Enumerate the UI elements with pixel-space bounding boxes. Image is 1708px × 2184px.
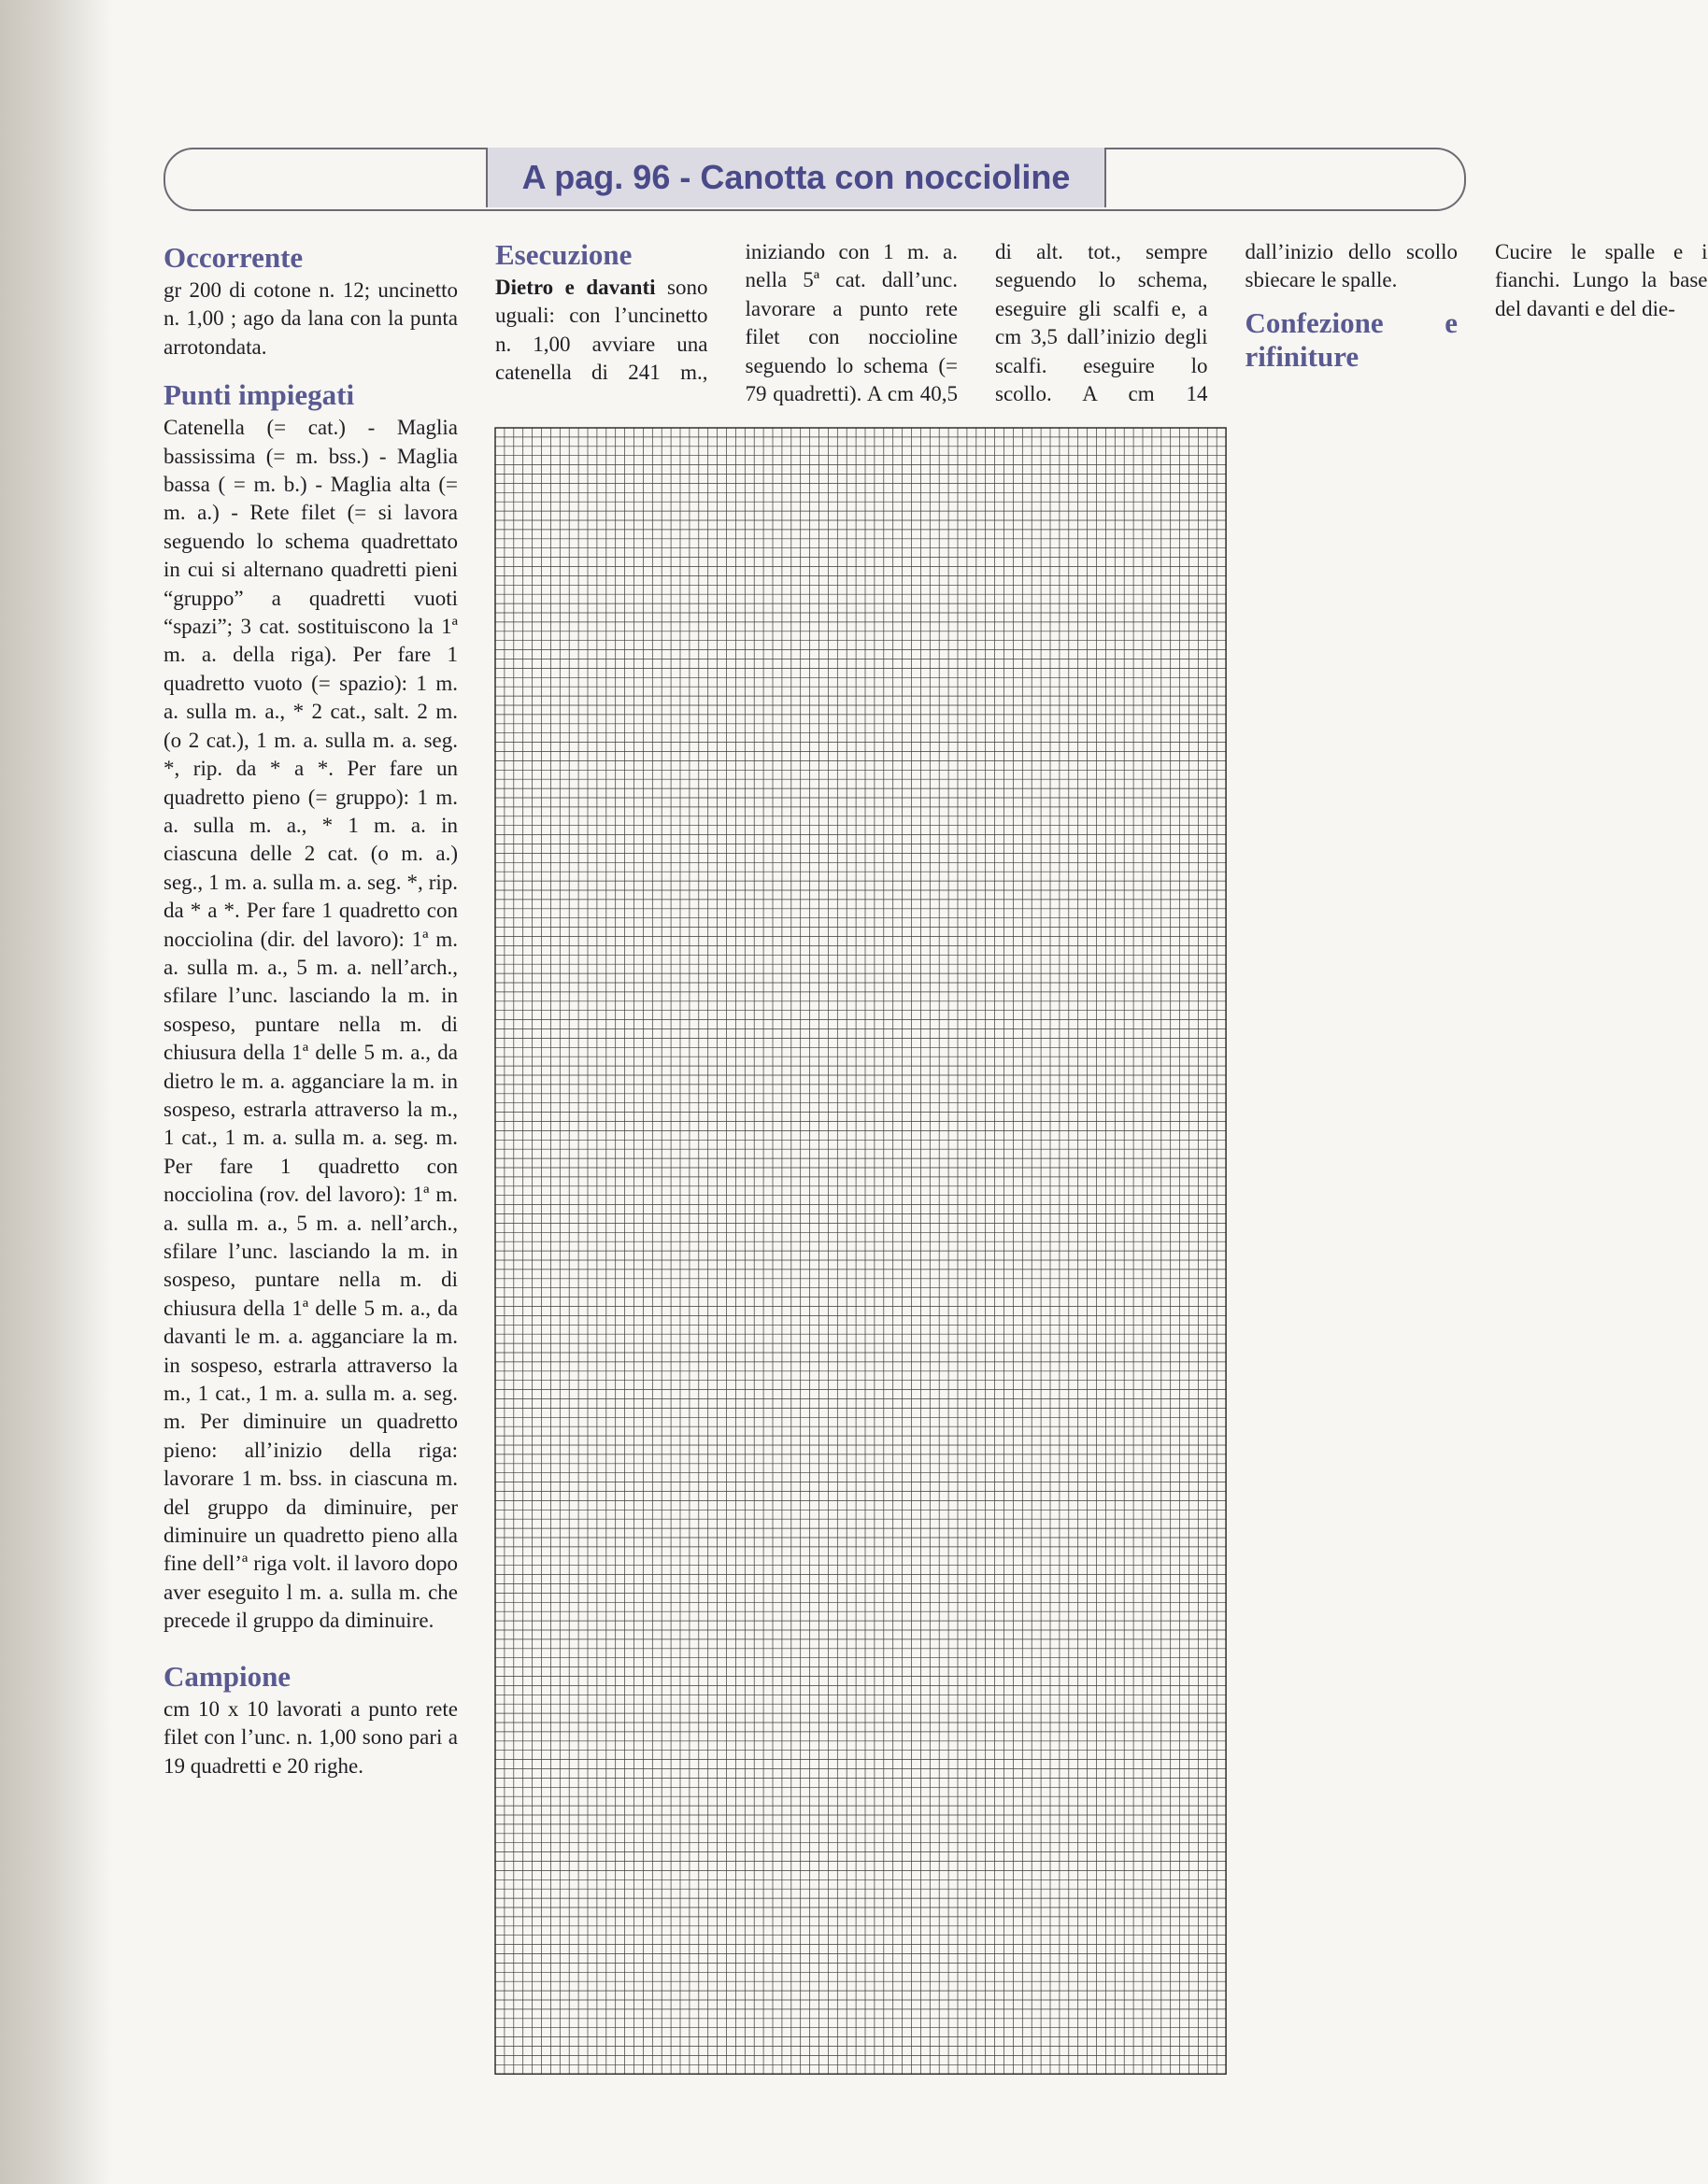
page-gutter-shadow bbox=[0, 0, 112, 2184]
dietro-davanti-label: Dietro e davanti bbox=[495, 276, 656, 299]
occorrente-heading: Occorrente bbox=[164, 241, 304, 274]
filet-chart-svg bbox=[495, 428, 1588, 2091]
left-column bbox=[164, 241, 458, 1780]
confezione-heading: Confezione e rifiniture bbox=[1245, 305, 1458, 373]
page-title: A pag. 96 - Canotta con noccioline bbox=[521, 158, 1071, 196]
title-box bbox=[486, 148, 1106, 207]
campione-text: cm 10 x 10 lavorati a punto rete filet con l’unc. n. 1,00 sono pari a 19 quadretti e 20 righe. bbox=[164, 1696, 458, 1778]
occorrente-text: gr 200 di cotone n. 12; uncinetto n. 1,00 ; ago da lana con la punta arrotondata. bbox=[164, 278, 458, 359]
campione-heading: Campione bbox=[164, 1659, 292, 1693]
filet-chart bbox=[495, 428, 1588, 2091]
confezione-text: Cucire le spalle e i fianchi. Lungo la base del davanti e del die- bbox=[1495, 240, 1708, 320]
grid-path bbox=[495, 428, 1226, 2074]
esecuzione-text: sono uguali: con l’uncinetto n. 1,00 avviare una catenella di 241 m., iniziando con 1 m. a. nella 5ª cat. dall’unc. lavorare a punto rete filet con noccioline seguendo lo schema (= 79 quadretti). A cm 40,5 di alt. tot., sempre seguendo lo schema, eseguire gli scalfi e, a cm 3,5 dall’inizio degli scalfi. eseguire lo scollo. A cm 14 dall’inizio dello scollo sbiecare le spalle. bbox=[495, 240, 1458, 406]
grid-lines bbox=[495, 428, 1226, 2074]
esecuzione-heading: Esecuzione bbox=[495, 238, 633, 271]
punti-heading: Punti impiegati bbox=[164, 378, 355, 412]
execution-text bbox=[495, 238, 1708, 416]
punti-text: Catenella (= cat.) - Maglia bassissima (= m. bss.) - Maglia bassa ( = m. b.) - Maglia alta (= m. a.) - Rete filet (= si lavora seguendo lo schema quadrettato in cui si alternano quadretti pieni “gruppo” a quadretti vuoti “spazi”; 3 cat. sostituiscono la 1ª m. a. della riga). Per fare 1 quadretto vuoto (= spazio): 1 m. a. sulla m. a., * 2 cat., salt. 2 m. (o 2 cat.), 1 m. a. sulla m. a. seg. *, rip. da * a *. Per fare un quadretto pieno (= gruppo): 1 m. a. sulla m. a., * 1 m. a. in ciascuna delle 2 cat. (o m. a.) seg., 1 m. a. sulla m. a. seg. *, rip. da * a *. Per fare 1 quadretto con nocciolina (dir. del lavoro): 1ª m. a. sulla m. a., 5 m. a. nell’arch., sfilare l’unc. lasciando la m. in sospeso, puntare nella m. di chiusura della 1ª delle 5 m. a., da dietro le m. a. agganciare la m. in sospeso, estrarla attraverso la m., 1 cat., 1 m. a. sulla m. a. seg. m. Per fare 1 quadretto con nocciolina (rov. del lavoro): 1ª m. a. sulla m. a., 5 m. a. nell’arch., sfilare l’unc. lasciando la m. in sospeso, puntare nella m. di chiusura della 1ª delle 5 m. a., da davanti le m. a. agganciare la m. in sospeso, estrarla attraverso la m., 1 cat., 1 m. a. sulla m. a. seg. m. Per diminuire un quadretto pieno: all’inizio della riga: lavorare 1 m. bss. in ciascuna m. del gruppo da diminuire, per diminuire un quadretto pieno alla fine dell’ª riga volt. il lavoro dopo aver eseguito l m. a. sulla m. che precede il gruppo da diminuire. bbox=[164, 416, 458, 1633]
